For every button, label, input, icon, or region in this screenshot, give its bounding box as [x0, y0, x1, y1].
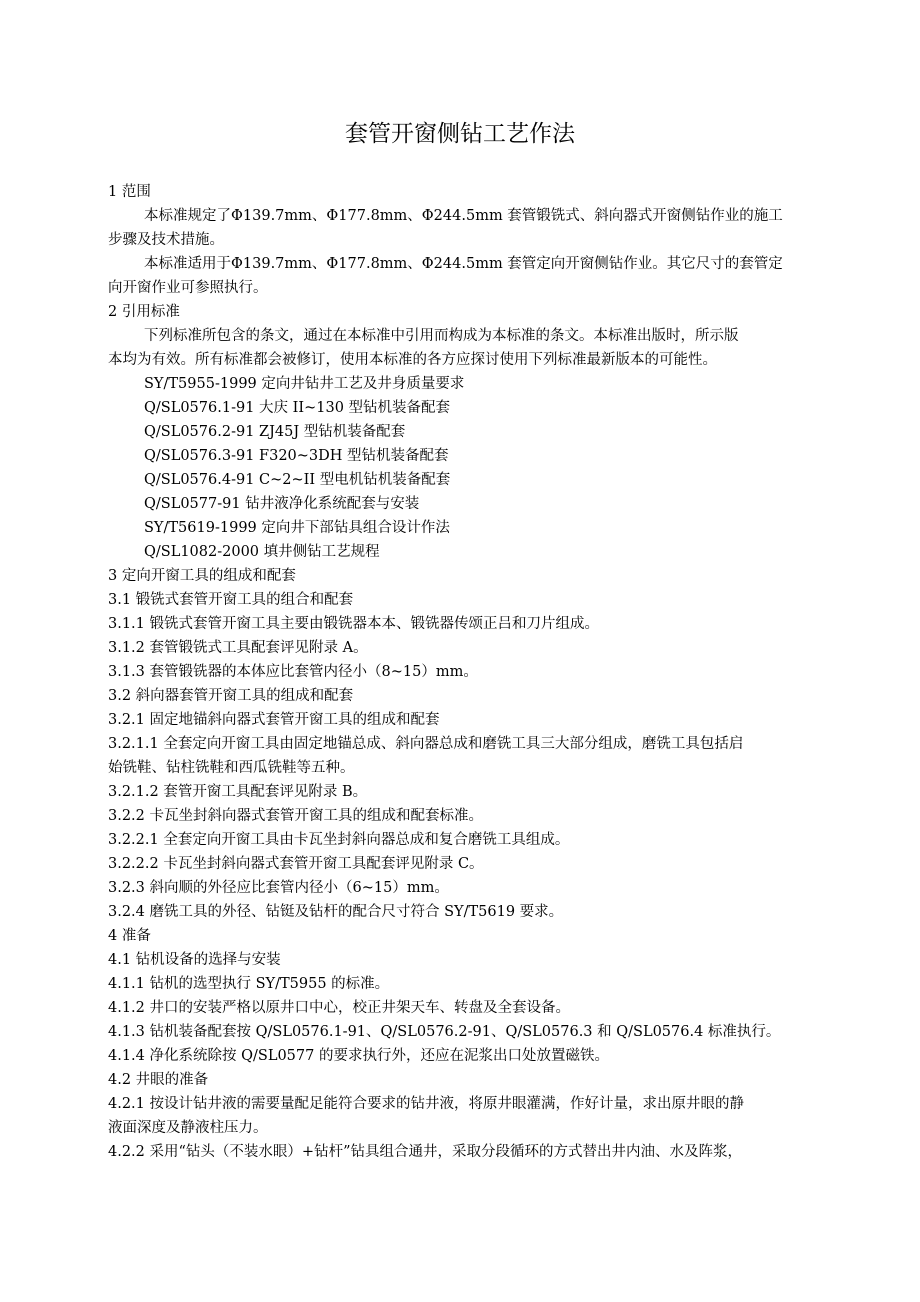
text-line: 4.2.1 按设计钻井液的需要量配足能符合要求的钻井液，将原井眼灌满，作好计量，求出原井眼的静 [108, 1096, 744, 1112]
text-line: Q/SL0576.2-91 ZJ45J 型钻机装备配套 [144, 424, 406, 440]
document-title: 套管开窗侧钻工艺作法 [345, 121, 575, 147]
text-line: SY/T5955-1999 定向井钻井工艺及井身质量要求 [144, 376, 465, 392]
text-line: 4.1.4 净化系统除按 Q/SL0577 的要求执行外，还应在泥浆出口处放置磁铁。 [108, 1048, 609, 1064]
text-line: 2 引用标准 [108, 304, 180, 320]
text-line: 3.1.2 套管锻铣式工具配套评见附录 A。 [108, 640, 368, 656]
text-line: 步骤及技术措施。 [108, 232, 224, 248]
text-line: Q/SL1082-2000 填井侧钻工艺规程 [144, 544, 380, 560]
text-line: 3.2.1 固定地锚斜向器式套管开窗工具的组成和配套 [108, 712, 440, 728]
text-line: 4.2.2 采用“钻头（不装水眼）+钻杆”钻具组合通井，采取分段循环的方式替出井内油、水及阵浆， [108, 1144, 742, 1160]
text-line: SY/T5619-1999 定向井下部钻具组合设计作法 [144, 520, 450, 536]
text-line: 4.1.2 井口的安装严格以原井口中心，校正井架天车、转盘及全套设备。 [108, 1000, 571, 1016]
text-line: Q/SL0577-91 钻井液净化系统配套与安装 [144, 496, 420, 512]
text-line: 3.2.2 卡瓦坐封斜向器式套管开窗工具的组成和配套标准。 [108, 808, 484, 824]
text-line: 液面深度及静液柱压力。 [108, 1120, 268, 1136]
text-line: 4.1.1 钻机的选型执行 SY/T5955 的标准。 [108, 976, 390, 992]
text-line: 3.2.1.2 套管开窗工具配套评见附录 B。 [108, 784, 368, 800]
text-line: 3.1.3 套管锻铣器的本体应比套管内径小（8~15）mm。 [108, 664, 478, 680]
text-line: 4.2 井眼的准备 [108, 1072, 209, 1088]
text-line: 3.2.2.2 卡瓦坐封斜向器式套管开窗工具配套评见附录 C。 [108, 856, 484, 872]
text-line: 4.1.3 钻机装备配套按 Q/SL0576.1-91、Q/SL0576.2-91、Q/SL0576.3 和 Q/SL0576.4 标准执行。 [108, 1024, 781, 1040]
text-line: 下列标准所包含的条文，通过在本标准中引用而构成为本标准的条文。本标准出版时，所示版 [144, 328, 739, 344]
text-line: 始铣鞋、钻柱铣鞋和西瓜铣鞋等五种。 [108, 760, 355, 776]
text-line: Q/SL0576.4-91 C~2~II 型电机钻机装备配套 [144, 472, 451, 488]
text-line: 3.2.2.1 全套定向开窗工具由卡瓦坐封斜向器总成和复合磨铣工具组成。 [108, 832, 570, 848]
text-line: 3.2.4 磨铣工具的外径、钻铤及钻杆的配合尺寸符合 SY/T5619 要求。 [108, 904, 564, 920]
text-line: 本均为有效。所有标准都会被修订，使用本标准的各方应探讨使用下列标准最新版本的可能性。 [108, 352, 717, 368]
document-body [108, 180, 816, 1164]
text-line: 1 范围 [108, 184, 151, 200]
text-line: 3.1.1 锻铣式套管开窗工具主要由锻铣器本本、锻铣器传颂正吕和刀片组成。 [108, 616, 600, 632]
text-line: 4.1 钻机设备的选择与安装 [108, 952, 281, 968]
text-line: 3 定向开窗工具的组成和配套 [108, 568, 296, 584]
text-line: 3.1 锻铣式套管开窗工具的组合和配套 [108, 592, 354, 608]
text-line: 3.2.3 斜向顺的外径应比套管内径小（6~15）mm。 [108, 880, 449, 896]
text-line: 本标准规定了Φ139.7mm、Φ177.8mm、Φ244.5mm 套管锻铣式、斜向器式开窗侧钻作业的施工 [144, 208, 783, 224]
text-line: 4 准备 [108, 928, 151, 944]
text-line: 3.2.1.1 全套定向开窗工具由固定地锚总成、斜向器总成和磨铣工具三大部分组成，磨铣工具包括启 [108, 736, 744, 752]
text-line: Q/SL0576.3-91 F320~3DH 型钻机装备配套 [144, 448, 449, 464]
text-line: 本标准适用于Φ139.7mm、Φ177.8mm、Φ244.5mm 套管定向开窗侧钻作业。其它尺寸的套管定 [144, 256, 783, 272]
text-line: 向开窗作业可参照执行。 [108, 280, 268, 296]
text-line: Q/SL0576.1-91 大庆 II~130 型钻机装备配套 [144, 400, 451, 416]
text-line: 3.2 斜向器套管开窗工具的组成和配套 [108, 688, 354, 704]
